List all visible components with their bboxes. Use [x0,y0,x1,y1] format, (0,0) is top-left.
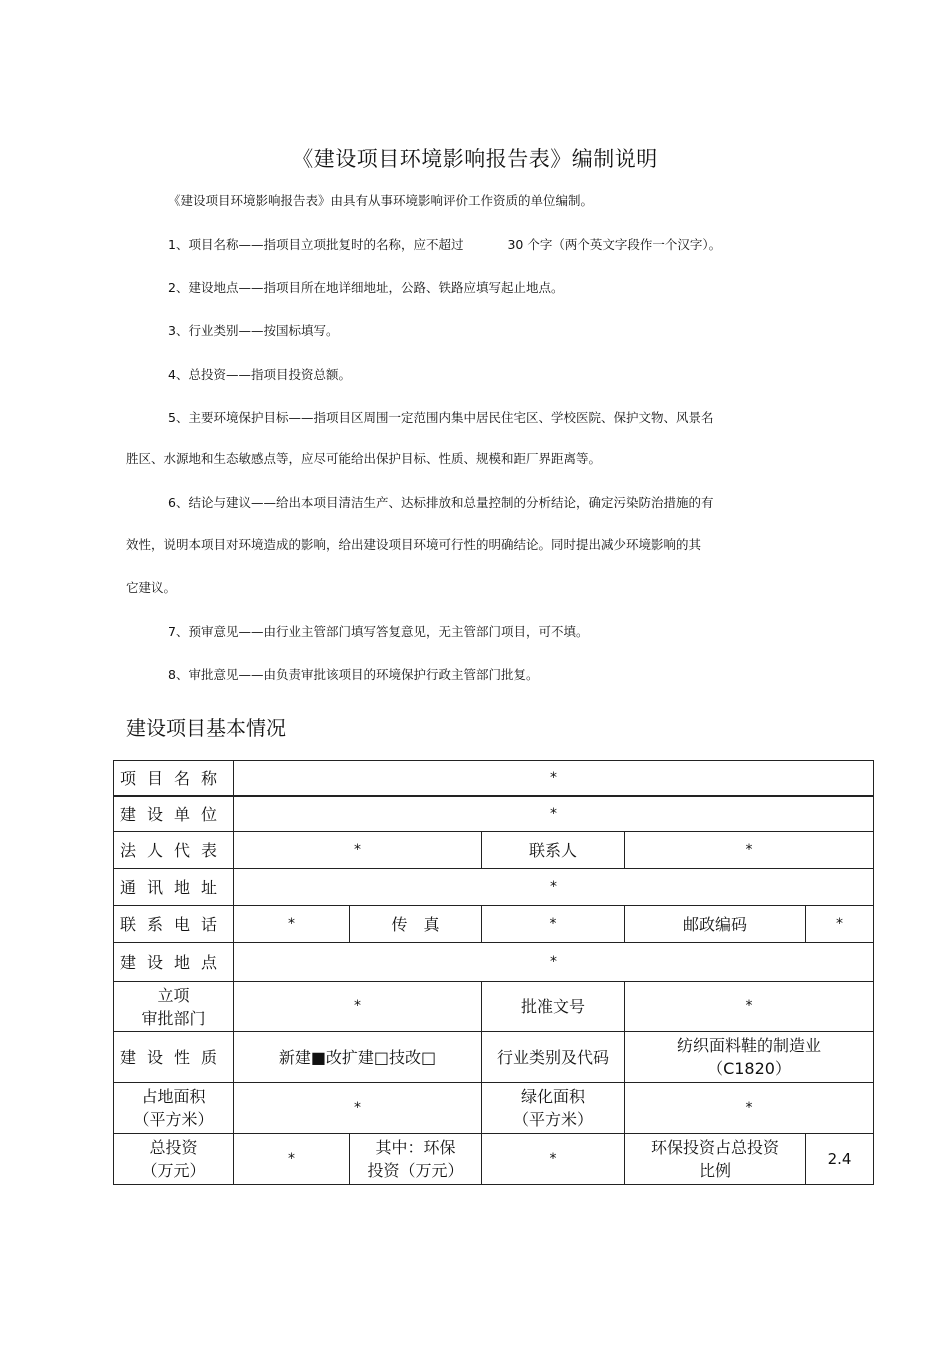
postcode-value: * [806,906,874,943]
builder-label: 建设单位 [114,796,234,832]
instruction-item-7: 7、预审意见——由行业主管部门填写答复意见，无主管部门项目，可不填。 [168,624,589,639]
table-row [114,906,874,943]
approval-dept-label-line-2: 审批部门 [141,1008,206,1028]
location-label: 建设地点 [114,943,234,982]
land-area-label-line-2: （平方米） [133,1110,214,1129]
instruction-item-1 [168,236,721,254]
ratio-label-line-2: 比例 [698,1161,731,1180]
env-invest-label-line-1: 其中：环保 [375,1138,456,1157]
total-invest-label [114,1134,234,1185]
ratio-label-line-1: 环保投资占总投资 [650,1138,779,1157]
instruction-item-5-line-1: 5、主要环境保护目标——指项目区周围一定范围内集中居民住宅区、学校医院、保护文物、风景名 [168,410,714,425]
nature-value: 新建■改扩建□技改□ [234,1032,482,1083]
document-title: 《建设项目环境影响报告表》编制说明 [292,147,658,171]
industry-value-line-2: （C1820） [707,1059,791,1078]
ratio-label [625,1134,806,1185]
nature-label: 建设性质 [114,1032,234,1083]
industry-value [625,1032,874,1083]
green-area-label-line-1: 绿化面积 [520,1087,585,1106]
industry-label: 行业类别及代码 [482,1032,625,1083]
approval-no-value: * [625,982,874,1032]
approval-dept-value: * [234,982,482,1032]
project-name-label: 项目名称 [114,761,234,797]
legal-rep-label: 法人代表 [114,832,234,869]
instruction-item-6-line-2: 效性，说明本项目对环境造成的影响，给出建设项目环境可行性的明确结论。同时提出减少环境影响的其 [126,537,702,552]
contact-label: 联系人 [482,832,625,869]
phone-label: 联系电话 [114,906,234,943]
ratio-value: 2.4 [806,1134,874,1185]
instruction-item-2: 2、建设地点——指项目所在地详细地址，公路、铁路应填写起止地点。 [168,280,564,295]
instruction-item-6-line-1: 6、结论与建议——给出本项目清洁生产、达标排放和总量控制的分析结论，确定污染防治措施的有 [168,495,714,510]
table-row [114,1032,874,1083]
approval-dept-label [114,982,234,1032]
total-invest-value: * [234,1134,350,1185]
postcode-label: 邮政编码 [625,906,806,943]
legal-rep-value: * [234,832,482,869]
instruction-item-5-line-2: 胜区、水源地和生态敏感点等，应尽可能给出保护目标、性质、规模和距厂界距离等。 [126,451,602,466]
green-area-value: * [625,1083,874,1134]
table-row [114,1083,874,1134]
table-row [114,943,874,982]
project-name-value: * [234,761,874,797]
table-row [114,1134,874,1185]
instruction-item-1-text: 1、项目名称——指项目立项批复时的名称，应不超过 [168,237,464,252]
total-invest-label-line-2: （万元） [141,1161,206,1180]
land-area-value: * [234,1083,482,1134]
env-invest-label [350,1134,482,1185]
table-row [114,982,874,1032]
industry-value-line-1: 纺织面料鞋的制造业 [677,1036,822,1055]
env-invest-value: * [482,1134,625,1185]
table-row [114,796,874,832]
total-invest-label-line-1: 总投资 [149,1138,198,1157]
table-row [114,832,874,869]
approval-dept-label-line-1: 立项 [157,985,190,1005]
fax-label: 传 真 [350,906,482,943]
instruction-item-1-limit: 30 个字（两个英文字段作一个汉字）。 [507,237,722,252]
fax-value: * [482,906,625,943]
green-area-label-line-2: （平方米） [512,1110,593,1129]
table-row [114,869,874,906]
project-info-table [113,760,874,1185]
land-area-label [114,1083,234,1134]
instruction-item-4: 4、总投资——指项目投资总额。 [168,367,351,382]
section-title: 建设项目基本情况 [126,716,286,740]
instruction-item-8: 8、审批意见——由负责审批该项目的环境保护行政主管部门批复。 [168,667,539,682]
location-value: * [234,943,874,982]
address-value: * [234,869,874,906]
builder-value: * [234,796,874,832]
green-area-label [482,1083,625,1134]
table-row [114,761,874,797]
contact-value: * [625,832,874,869]
env-invest-label-line-2: 投资（万元） [367,1161,464,1180]
address-label: 通讯地址 [114,869,234,906]
approval-no-label: 批准文号 [482,982,625,1032]
instruction-item-6-line-3: 它建议。 [126,580,177,595]
intro-paragraph: 《建设项目环境影响报告表》由具有从事环境影响评价工作资质的单位编制。 [168,193,594,208]
instruction-item-3: 3、行业类别——按国标填写。 [168,323,339,338]
land-area-label-line-1: 占地面积 [141,1087,206,1106]
phone-value: * [234,906,350,943]
